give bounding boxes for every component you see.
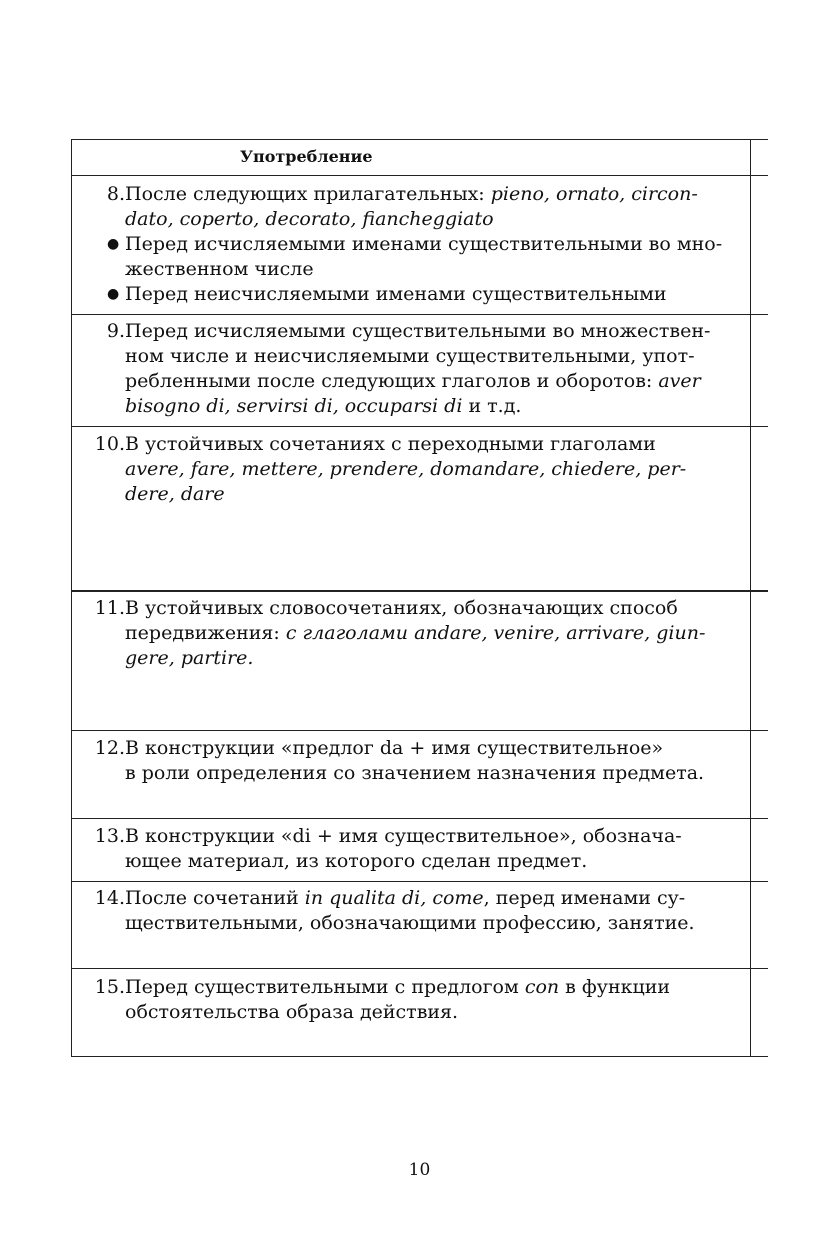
- row-number: 11.: [94, 597, 125, 619]
- text-line: ном числе и неисчисляемыми существительными, упот-: [125, 345, 695, 367]
- row-text: [125, 886, 745, 936]
- usage-table: [71, 139, 768, 1057]
- header-title: Употребление: [240, 147, 373, 166]
- row-text: [125, 182, 745, 232]
- italic-run: dere, dare: [125, 483, 225, 505]
- row-text: [125, 824, 745, 874]
- italic-run: avere, fare, mettere, prendere, domandare, chiedere, per-: [125, 458, 687, 480]
- row-number: 8.: [106, 183, 125, 205]
- rule-row-14: [71, 968, 768, 969]
- text-run: в функции: [559, 976, 671, 998]
- text-run: передвижения:: [125, 622, 286, 644]
- row-number: 13.: [94, 825, 125, 847]
- bullet-icon: ●: [107, 286, 120, 302]
- text-line: ществительными, обозначающими профессию, занятие.: [125, 912, 695, 934]
- rule-row-11: [71, 730, 768, 731]
- row-number: 9.: [106, 320, 125, 342]
- italic-run: gere, partire.: [125, 647, 254, 669]
- text-line: Перед исчисляемыми существительными во множествен-: [125, 320, 711, 342]
- rule-row-8: [71, 314, 768, 315]
- text-line: В конструкции «di + имя существительное», обознача-: [125, 825, 682, 847]
- text-run: ребленными после следующих глаголов и оборотов:: [125, 370, 659, 392]
- rule-header: [71, 175, 768, 176]
- text-line: Перед неисчисляемыми именами существительными: [125, 283, 667, 305]
- text-line: Перед исчисляемыми именами существительными во мно-: [125, 233, 723, 255]
- rule-row-12: [71, 818, 768, 819]
- page-number: 10: [408, 1160, 431, 1180]
- row-number: 10.: [94, 433, 125, 455]
- rule-column: [750, 139, 751, 1057]
- text-run: После следующих прилагательных:: [125, 183, 491, 205]
- rule-row-9: [71, 426, 768, 427]
- row-number: 15.: [94, 976, 125, 998]
- row-text: [125, 432, 745, 507]
- text-line: в роли определения со значением назначения предмета.: [125, 762, 705, 784]
- italic-run: dato, coperto, decorato, fiancheggiato: [125, 208, 494, 230]
- text-line: жественном числе: [125, 258, 314, 280]
- row-number: 12.: [94, 737, 125, 759]
- italic-run: in qualita di, come: [304, 887, 484, 909]
- rule-bottom: [71, 1056, 768, 1057]
- rule-row-10: [71, 590, 768, 592]
- italic-run: con: [524, 976, 560, 998]
- italic-run: bisogno di, servirsi di, occuparsi di: [125, 395, 463, 417]
- row-text: [125, 596, 745, 671]
- table-header: [71, 139, 751, 175]
- bullet-text: [125, 282, 745, 307]
- text-run: Перед существительными с предлогом: [125, 976, 525, 998]
- row-text: [125, 975, 745, 1025]
- text-run: После сочетаний: [125, 887, 305, 909]
- text-line: В устойчивых сочетаниях с переходными глаголами: [125, 433, 656, 455]
- text-run: , перед именами су-: [483, 887, 686, 909]
- text-line: В конструкции «предлог da + имя существительное»: [125, 737, 664, 759]
- row-number: 14.: [94, 887, 125, 909]
- italic-run: с глаголами andare, venire, arrivare, giun-: [285, 622, 706, 644]
- text-run: и т.д.: [462, 395, 522, 417]
- row-text: [125, 736, 745, 786]
- italic-run: pieno, ornato, circon-: [490, 183, 698, 205]
- text-line: обстоятельства образа действия.: [125, 1001, 459, 1023]
- italic-run: aver: [658, 370, 701, 392]
- rule-row-13: [71, 881, 768, 882]
- rule-left: [71, 139, 72, 1057]
- text-line: ющее материал, из которого сделан предмет.: [125, 850, 588, 872]
- text-line: В устойчивых словосочетаниях, обозначающих способ: [125, 597, 678, 619]
- row-text: [125, 319, 745, 419]
- bullet-text: [125, 232, 745, 282]
- bullet-icon: ●: [107, 236, 120, 252]
